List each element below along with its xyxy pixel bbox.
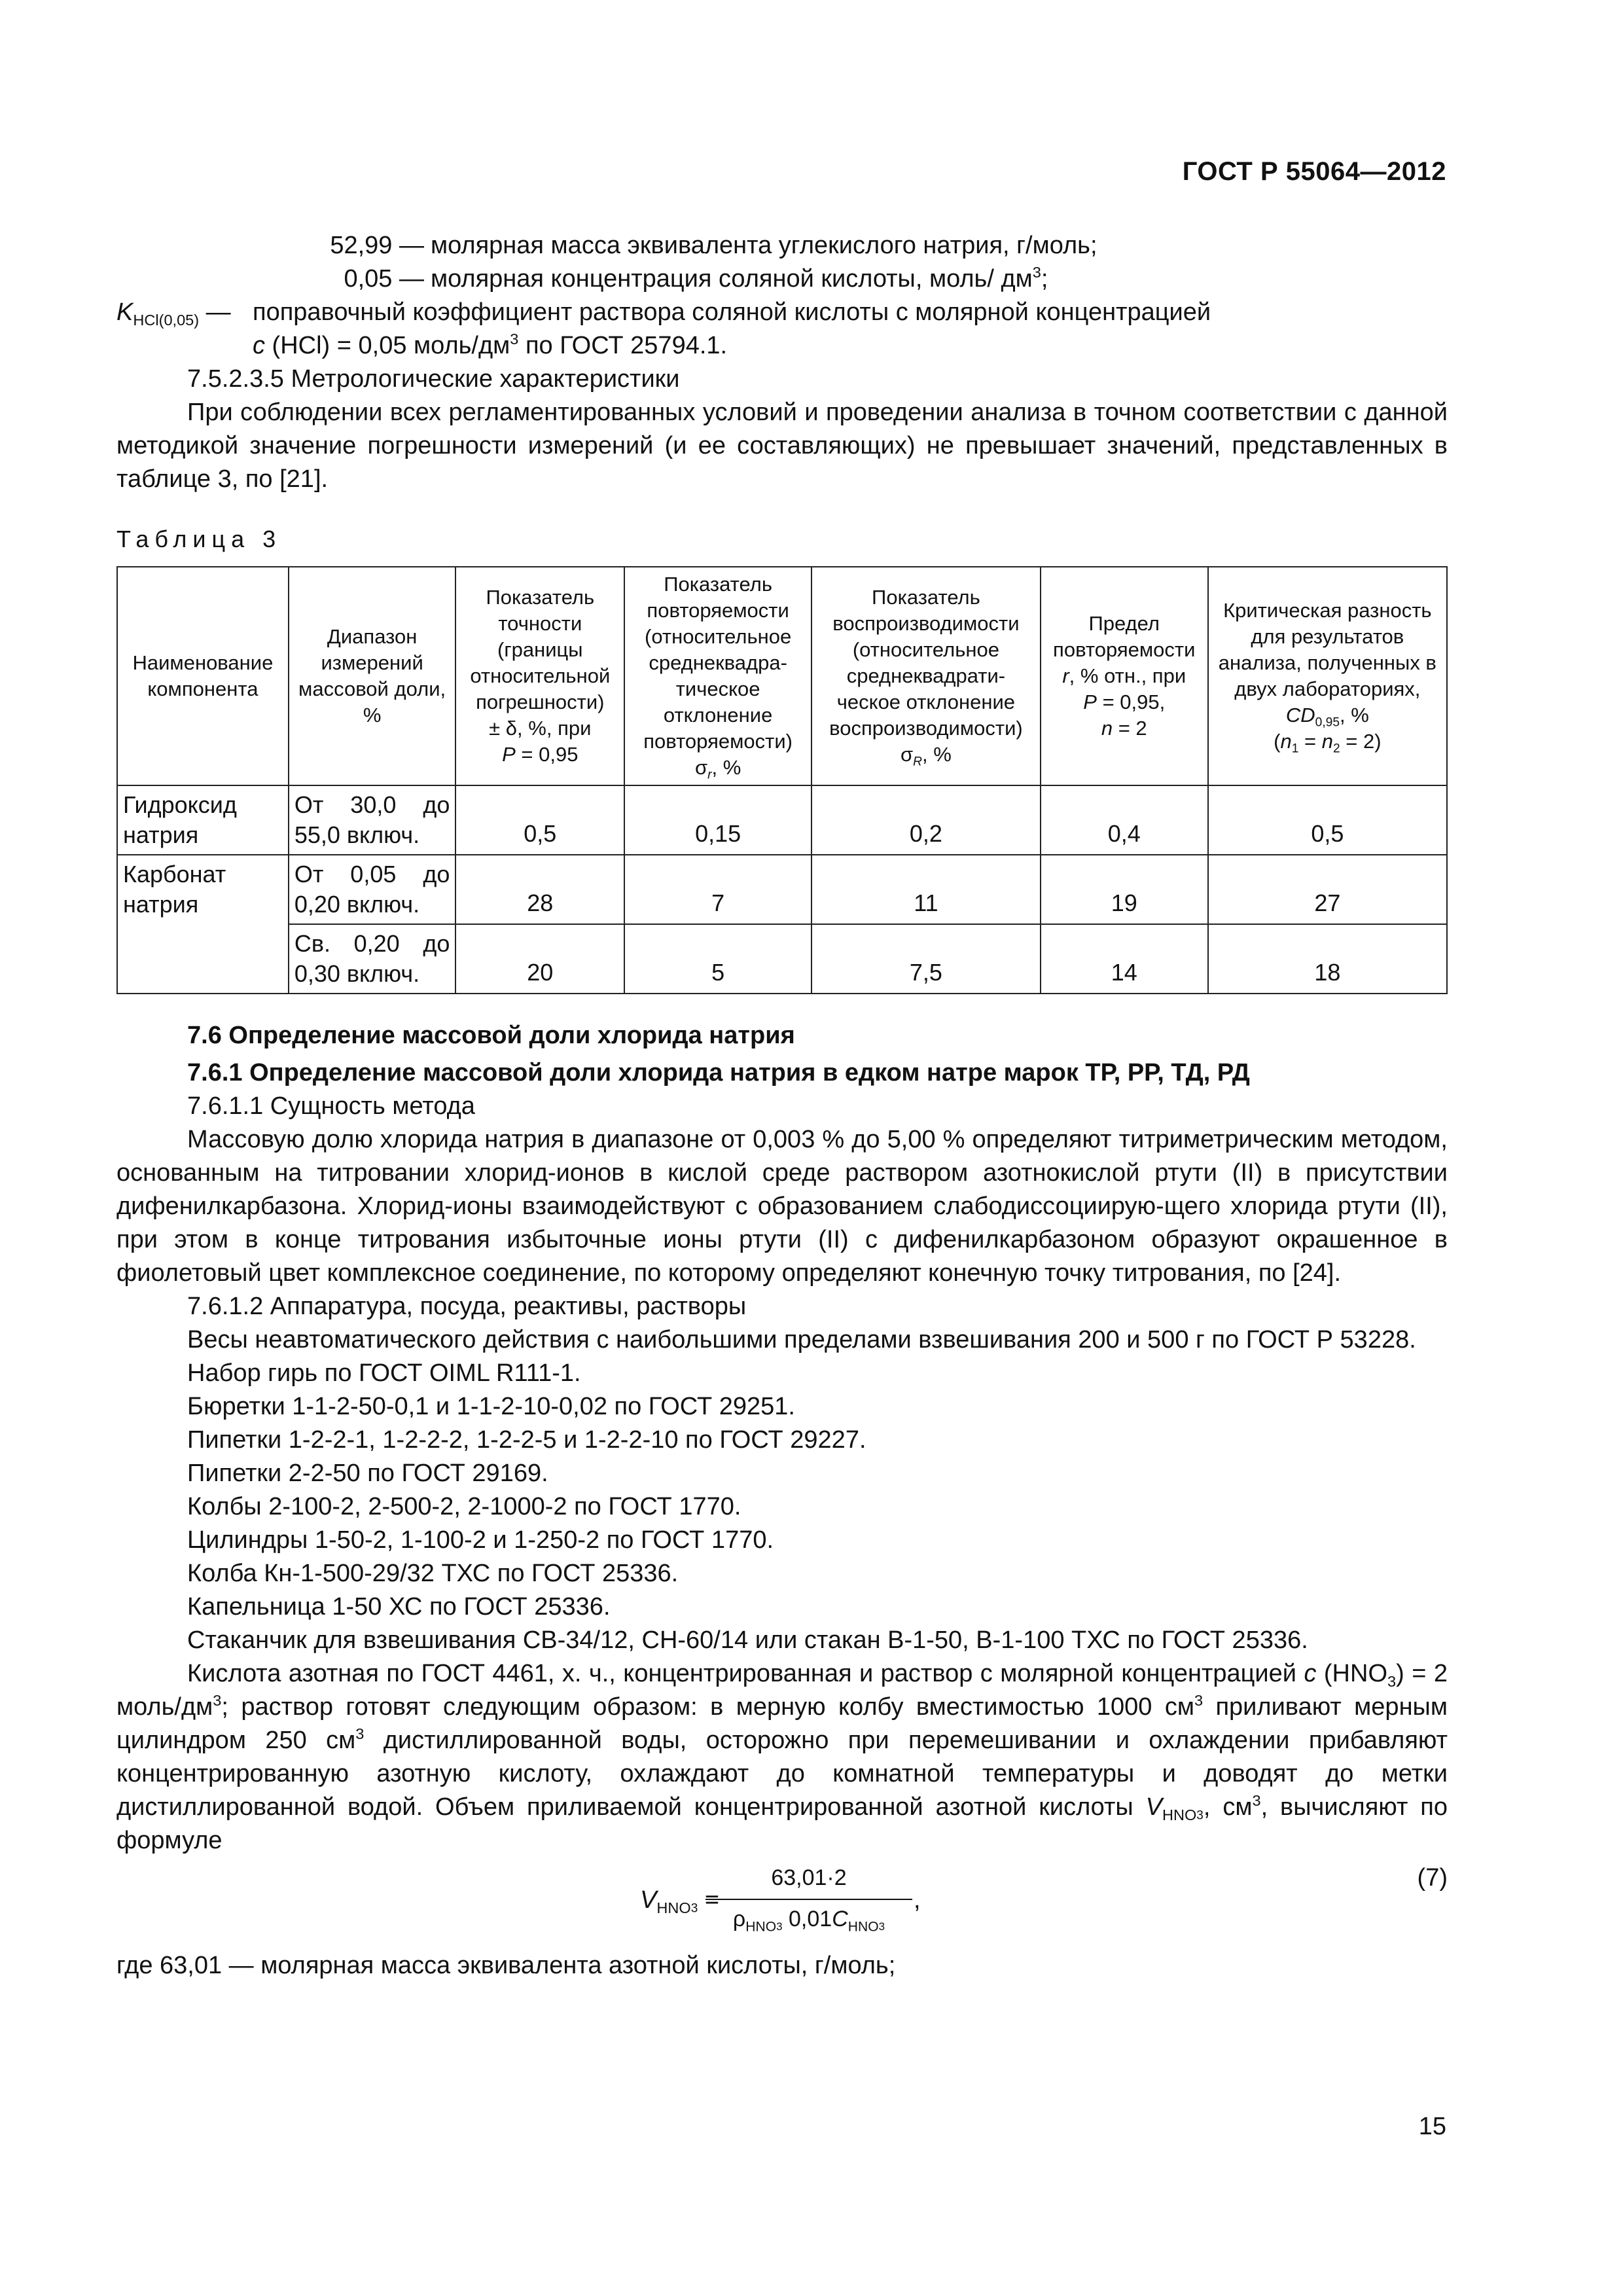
section-heading-7-5-2-3-5: 7.5.2.3.5 Метрологические характеристики bbox=[187, 365, 680, 393]
cell-value: 27 bbox=[1208, 855, 1447, 924]
formula-fraction bbox=[705, 1861, 912, 1936]
header-critical-difference: Критическая разность для результатов анализа, полученных в двух лабораториях, $CD_{0,95}$, % $(n_1 = n_2 = 2)$ bbox=[1208, 567, 1447, 785]
cell-value: 0,2 bbox=[812, 785, 1041, 855]
paragraph-method-essence: Массовую долю хлорида натрия в диапазоне от 0,003 % до 5,00 % определяют титриметрическим методом, основанным на титровании хлорид-ионов в кислой среде раствором азотнокислой ртути (II) в присутствии дифенилкарбазона. Хлорид-ионы взаимодействуют с образованием слабодиссоциирую-щего хлорида ртути (II), при этом в конце титрования избыточные ионы ртути (II) с дифенилкарбазоном образуют окрашенное в фиолетовый цвет комплексное соединение, по которому определяют конечную точку титрования, по [24]. bbox=[116, 1126, 1448, 1287]
formula-comma: , bbox=[914, 1886, 921, 1914]
cell-value: 20 bbox=[455, 924, 624, 994]
equipment-item: Колба Кн-1-500-29/32 ТХС по ГОСТ 25336. bbox=[187, 1560, 679, 1587]
section-heading-7-6-1-2: 7.6.1.2 Аппаратура, посуда, реактивы, растворы bbox=[187, 1293, 747, 1320]
cell-value: 7 bbox=[624, 855, 812, 924]
section-heading-7-6-1: 7.6.1 Определение массовой доли хлорида натрия в едком натре марок ТР, РР, ТД, РД bbox=[187, 1059, 1250, 1086]
definition-text: молярная масса эквивалента углекислого натрия, г/моль; bbox=[431, 232, 1097, 259]
document-code: ГОСТ Р 55064—2012 bbox=[1182, 157, 1446, 186]
where-clause: где 63,01 — молярная масса эквивалента азотной кислоты, г/моль; bbox=[116, 1952, 896, 1979]
equipment-item: Капельница 1-50 ХС по ГОСТ 25336. bbox=[187, 1593, 611, 1621]
cell-value: 0,15 bbox=[624, 785, 812, 855]
header-reproducibility: Показатель воспроизводимости (относительное среднеквадрати-ческое отклонение воспроизводимости) $\sigma_R$, % bbox=[812, 567, 1041, 785]
paragraph-nitric-acid: Кислота азотная по ГОСТ 4461, х. ч., концентрированная и раствор с молярной концентрацией c $(HNO_3) = 2$ моль/$дм^3$; раствор готовят следующим образом: в мерную колбу вместимостью 1000 $см^3$ приливают мерным цилиндром 250 $см^3$ дистиллированной воды, осторожно при перемешивании и охлаждении прибавляют концентрированную азотную кислоту, охлаждают до комнатной температуры и доводят до метки дистиллированной водой. Объем приливаемой концентрированной азотной кислоты $V_{HNO3}$, $см^3$, вычисляют по формуле bbox=[116, 1660, 1448, 1854]
definition-52-99 bbox=[116, 229, 1448, 262]
cell-range: От 0,05 до 0,20 включ. bbox=[289, 855, 456, 924]
cell-value: 11 bbox=[812, 855, 1041, 924]
paragraph-metrology: При соблюдении всех регламентированных условий и проведении анализа в точном соответствии с данной методикой значение погрешности измерений (и ее составляющих) не превышает значений, представленных в таблице 3, по [21]. bbox=[116, 399, 1448, 493]
cell-component: Карбонат натрия bbox=[117, 855, 289, 994]
definition-k-hcl bbox=[116, 296, 1448, 363]
equipment-item: Набор гирь по ГОСТ OIML R111-1. bbox=[187, 1359, 581, 1387]
equipment-item: Весы неавтоматического действия с наибольшими пределами взвешивания 200 и 500 г по ГОСТ Р 53228. bbox=[187, 1326, 1416, 1354]
cell-range: От 30,0 до 55,0 включ. bbox=[289, 785, 456, 855]
formula-7 bbox=[116, 1861, 1448, 1945]
formula-number: (7) bbox=[1417, 1864, 1448, 1892]
cell-range: Св. 0,20 до 0,30 включ. bbox=[289, 924, 456, 994]
table-row bbox=[117, 924, 1447, 994]
header-repeatability: Показатель повторяемости (относительное среднеквадра-тическое отклонение повторяемости) $\sigma_r$, % bbox=[624, 567, 812, 785]
header-accuracy: Показатель точности (границы относительной погрешности) ± δ, %, при P = 0,95 bbox=[455, 567, 624, 785]
equipment-item: Колбы 2-100-2, 2-500-2, 2-1000-2 по ГОСТ 1770. bbox=[187, 1493, 741, 1520]
section-heading-7-6: 7.6 Определение массовой доли хлорида натрия bbox=[187, 1022, 795, 1049]
definition-0-05 bbox=[116, 262, 1448, 296]
table-header-row bbox=[117, 567, 1447, 785]
header-range: Диапазон измерений массовой доли, % bbox=[289, 567, 456, 785]
cell-value: 18 bbox=[1208, 924, 1447, 994]
cell-value: 5 bbox=[624, 924, 812, 994]
header-repeatability-limit: Предел повторяемости r, % отн., при P = 0,95, n = 2 bbox=[1041, 567, 1208, 785]
table-row bbox=[117, 785, 1447, 855]
formula-lhs: $V_{HNO3}$ = bbox=[640, 1886, 720, 1917]
formula-denominator: $\rho_{HNO3}$ $0,01C_{HNO3}$ bbox=[732, 1907, 885, 1935]
cell-component: Гидроксид натрия bbox=[117, 785, 289, 855]
page-number: 15 bbox=[1418, 2113, 1446, 2140]
cell-value: 7,5 bbox=[812, 924, 1041, 994]
section-heading-7-6-1-1: 7.6.1.1 Сущность метода bbox=[187, 1092, 475, 1120]
equipment-item: Бюретки 1-1-2-50-0,1 и 1-1-2-10-0,02 по ГОСТ 29251. bbox=[187, 1393, 795, 1420]
cell-value: 0,5 bbox=[455, 785, 624, 855]
equipment-item: Пипетки 2-2-50 по ГОСТ 29169. bbox=[187, 1460, 548, 1487]
equipment-item: Пипетки 1-2-2-1, 1-2-2-2, 1-2-2-5 и 1-2-2-10 по ГОСТ 29227. bbox=[187, 1426, 866, 1454]
cell-value: 19 bbox=[1041, 855, 1208, 924]
definition-text: молярная концентрация соляной кислоты, моль/ $дм^3$; bbox=[431, 263, 1048, 293]
formula-numerator: 63,01·2 bbox=[705, 1861, 912, 1900]
table-row bbox=[117, 855, 1447, 924]
definition-term: 52,99 — bbox=[330, 232, 424, 259]
page-content bbox=[116, 229, 1448, 1982]
definition-term: 0,05 — bbox=[344, 265, 424, 293]
equipment-item: Цилиндры 1-50-2, 1-100-2 и 1-250-2 по ГОСТ 1770. bbox=[187, 1526, 774, 1554]
definition-text: поправочный коэффициент раствора соляной кислоты с молярной концентрацией c (HCl) = 0,05 моль/$дм^3$ по ГОСТ 25794.1. bbox=[253, 298, 1211, 359]
header-component-name: Наименование компонента bbox=[117, 567, 289, 785]
cell-value: 14 bbox=[1041, 924, 1208, 994]
definition-term: $K_{HCl(0,05)}$ — bbox=[116, 298, 231, 329]
cell-value: 28 bbox=[455, 855, 624, 924]
cell-value: 0,4 bbox=[1041, 785, 1208, 855]
equipment-item: Стаканчик для взвешивания СВ-34/12, СН-60/14 или стакан В-1-50, В-1-100 ТХС по ГОСТ 25336. bbox=[187, 1626, 1308, 1654]
table-3 bbox=[116, 566, 1448, 994]
table-caption: Таблица 3 bbox=[116, 526, 282, 552]
cell-value: 0,5 bbox=[1208, 785, 1447, 855]
